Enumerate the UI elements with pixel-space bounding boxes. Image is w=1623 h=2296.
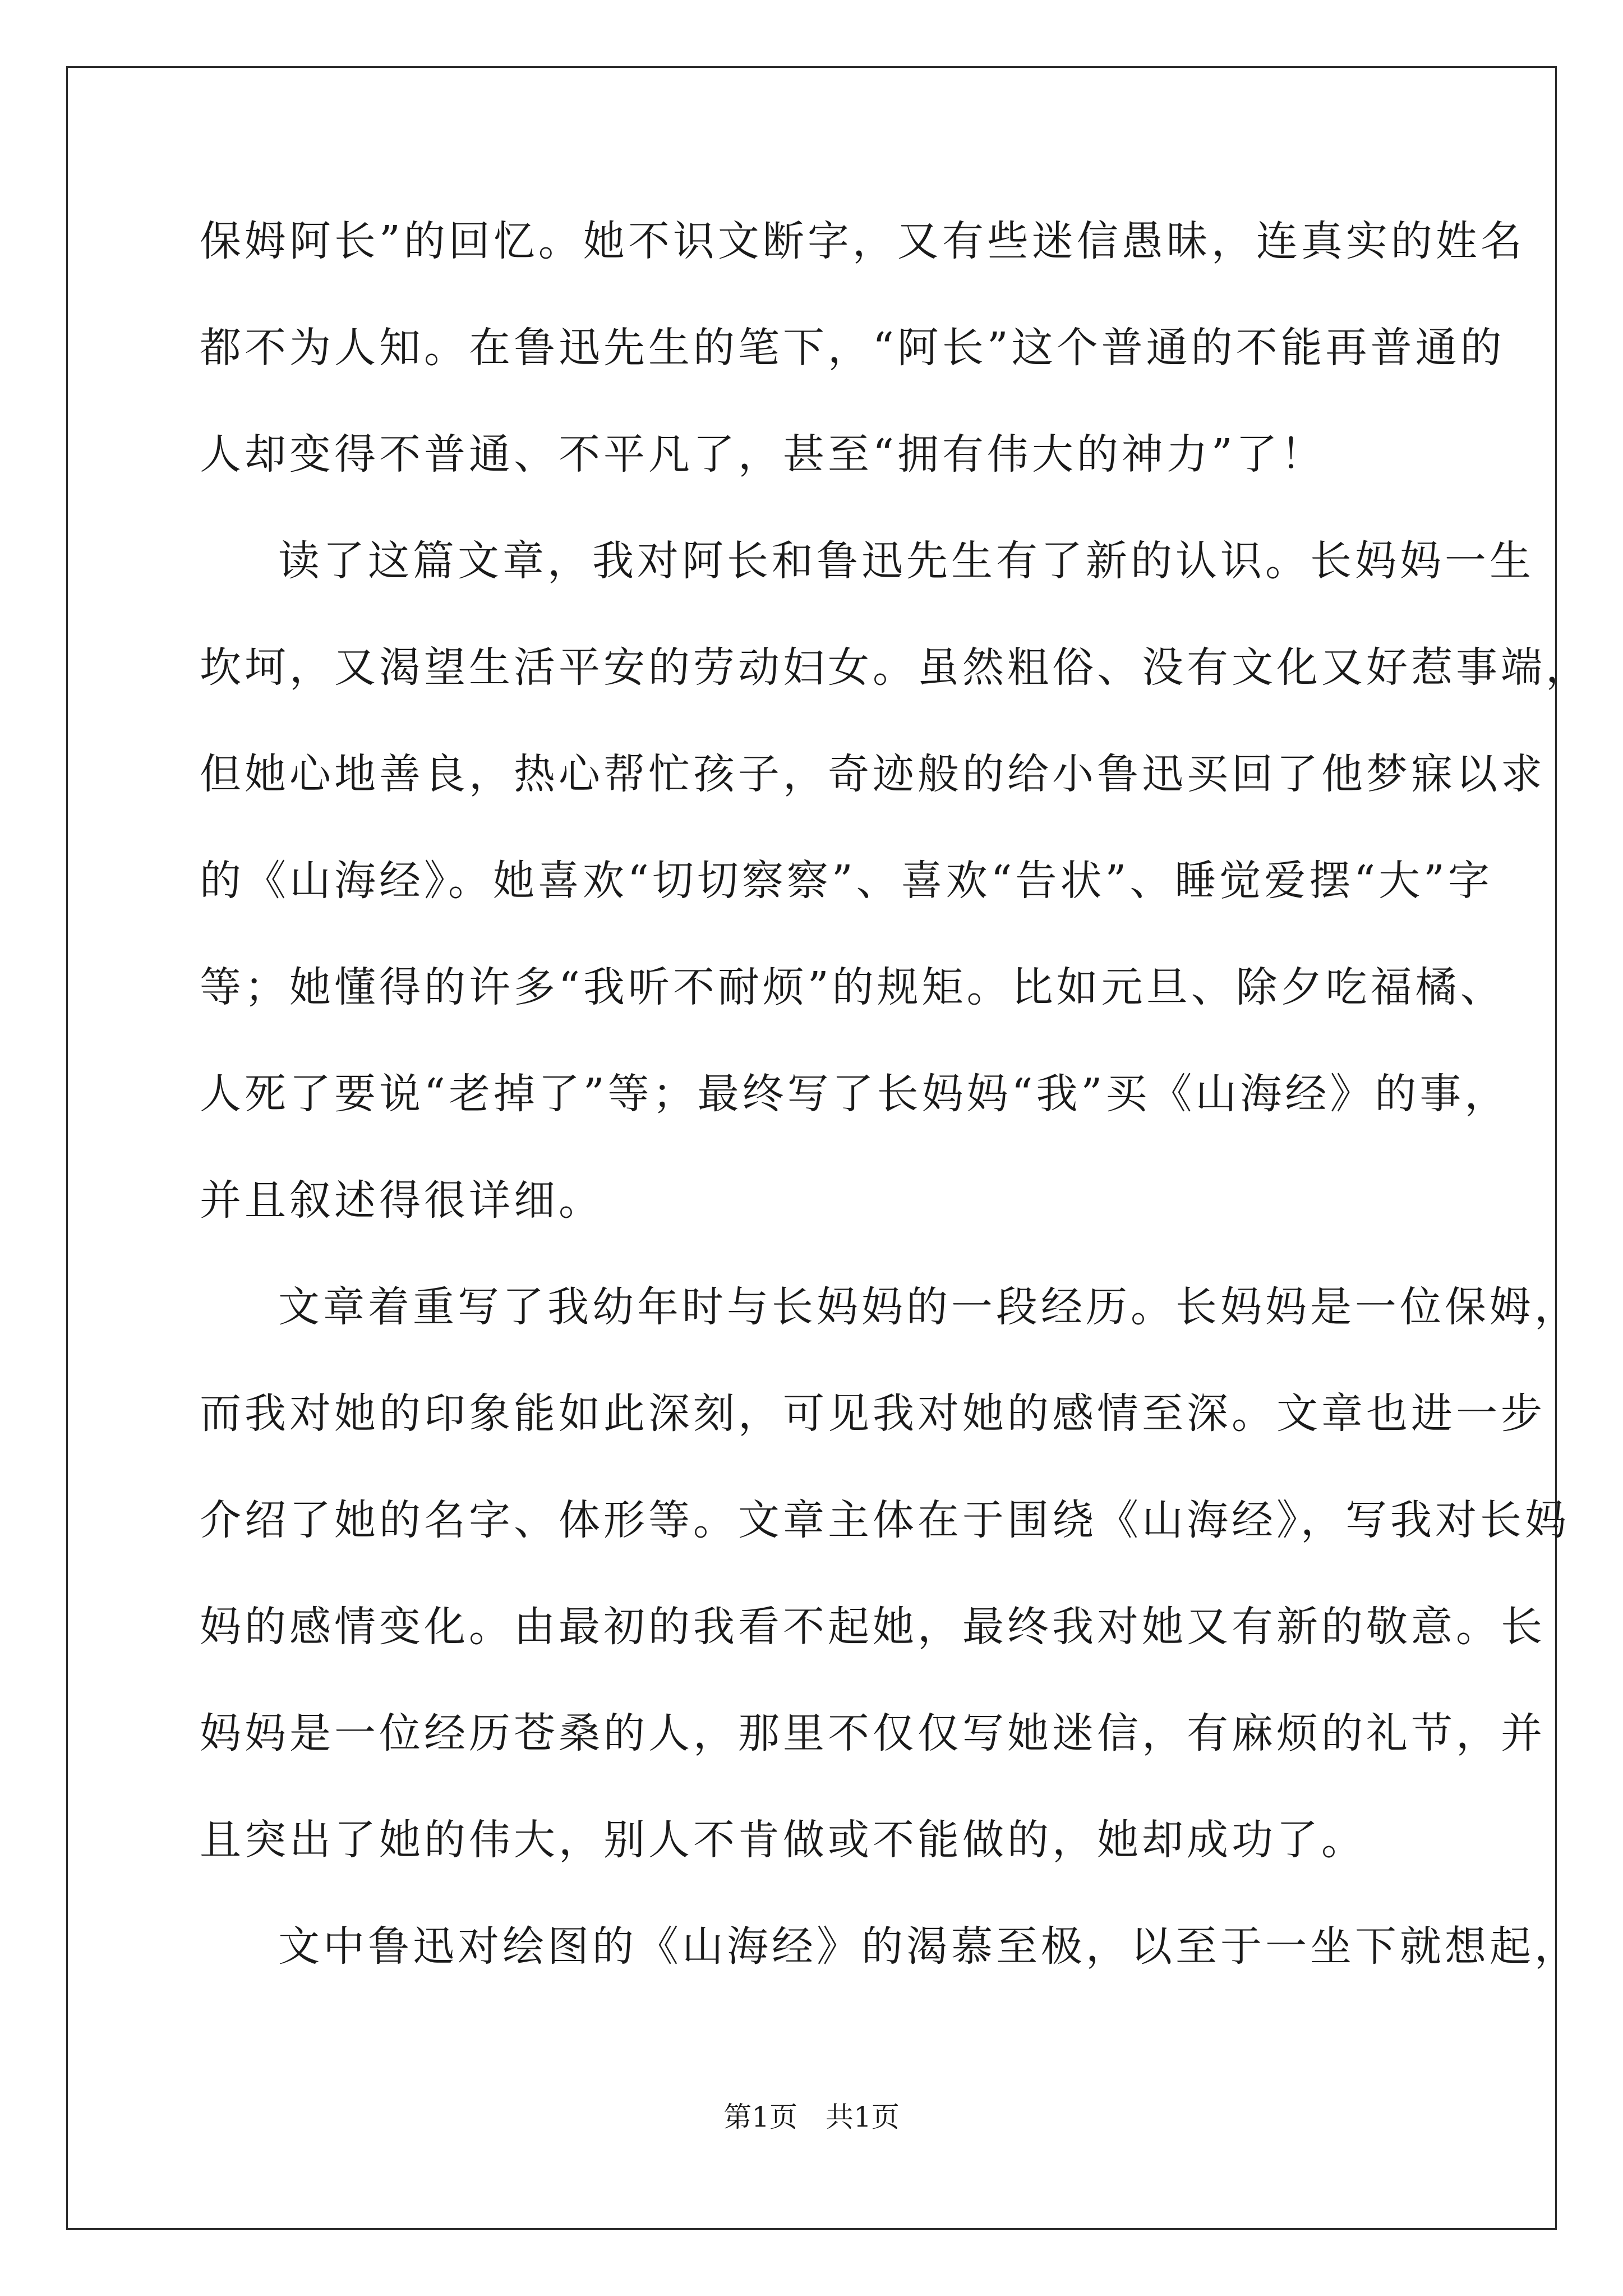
- text-line: 坎坷，又渴望生活平安的劳动妇女。虽然粗俗、没有文化又好惹事端，: [200, 643, 1590, 692]
- text-line: 且突出了她的伟大，别人不肯做或不能做的，她却成功了。: [200, 1816, 1366, 1864]
- text-line: 妈妈是一位经历苍桑的人，那里不仅仅写她迷信，有麻烦的礼节，并: [200, 1709, 1546, 1757]
- paragraph-first-line: 文中鲁迅对绘图的《山海经》的渴慕至极，以至于一坐下就想起，: [278, 1922, 1579, 1971]
- page-border: [66, 66, 1557, 2230]
- text-line: 保姆阿长”的回忆。她不识文断字，又有些迷信愚昧，连真实的姓名: [200, 217, 1525, 265]
- text-line: 并且叙述得很详细。: [200, 1176, 603, 1225]
- page-footer: [0, 2100, 1623, 2134]
- text-line: 妈的感情变化。由最初的我看不起她，最终我对她又有新的敬意。长: [200, 1603, 1546, 1651]
- text-line: 等；她懂得的许多“我听不耐烦”的规矩。比如元旦、除夕吃福橘、: [200, 963, 1505, 1011]
- text-line: 的《山海经》。她喜欢“切切察察”、喜欢“告状”、睡觉爱摆“大”字: [200, 857, 1493, 905]
- text-line: 而我对她的印象能如此深刻，可见我对她的感情至深。文章也进一步: [200, 1389, 1546, 1438]
- text-line: 人却变得不普通、不平凡了，甚至“拥有伟大的神力”了！: [200, 430, 1326, 478]
- page-number-total: 共1页: [826, 2101, 900, 2133]
- paragraph-first-line: 读了这篇文章，我对阿长和鲁迅先生有了新的认识。长妈妈一生: [278, 537, 1534, 585]
- paragraph-first-line: 文章着重写了我幼年时与长妈妈的一段经历。长妈妈是一位保姆，: [278, 1283, 1579, 1331]
- text-line: 都不为人知。在鲁迅先生的笔下，“阿长”这个普通的不能再普通的: [200, 324, 1505, 372]
- text-line: 但她心地善良，热心帮忙孩子，奇迹般的给小鲁迅买回了他梦寐以求: [200, 750, 1546, 798]
- text-line: 介绍了她的名字、体形等。文章主体在于围绕《山海经》，写我对长妈: [200, 1496, 1570, 1544]
- text-line: 人死了要说“老掉了”等；最终写了长妈妈“我”买《山海经》的事，: [200, 1070, 1510, 1118]
- page-number-current: 第1页: [723, 2101, 797, 2133]
